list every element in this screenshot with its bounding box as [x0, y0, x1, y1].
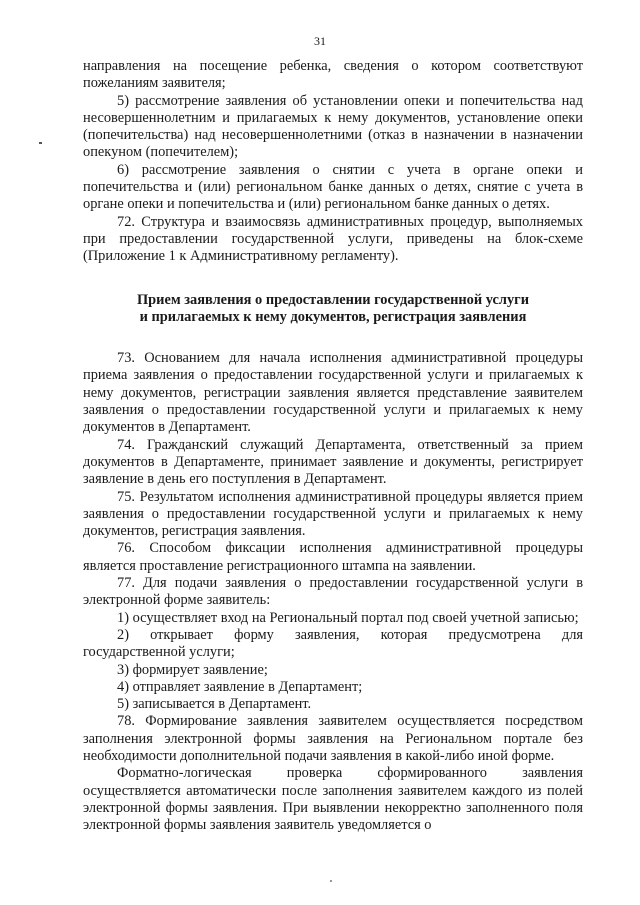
paragraph: 73. Основанием для начала исполнения административной процедуры приема заявления о предоставлении государственной услуги и прилагаемых к нему документов, регистрации заявления является представление заявителем заявления о предоставлении государственной услуги и прилагаемых к нему документов в Департамент.	[83, 350, 583, 436]
paragraph: 1) осуществляет вход на Региональный портал под своей учетной записью;	[117, 609, 579, 626]
margin-mark	[39, 142, 42, 144]
paragraph: 72. Структура и взаимосвязь административных процедур, выполняемых при предоставлении государственной услуги, приведены на блок-схеме (Приложение 1 к Административному регламенту).	[83, 213, 583, 265]
section-heading	[83, 292, 583, 327]
scan-speck	[330, 880, 332, 882]
paragraph: 74. Гражданский служащий Департамента, ответственный за прием документов в Департаменте, принимает заявление и документы, регистрирует заявление в день его поступления в Департамент.	[83, 436, 583, 488]
section-heading-line-2: и прилагаемых к нему документов, регистрация заявления	[139, 308, 527, 325]
paragraph: 76. Способом фиксации исполнения административной процедуры является проставление регистрационного штампа на заявлении.	[83, 540, 583, 574]
top-paragraphs	[83, 58, 583, 266]
paragraph: 2) открывает форму заявления, которая предусмотрена для государственной услуги;	[83, 626, 583, 661]
paragraph: 5) записывается в Департамент.	[117, 696, 312, 713]
page-number: 31	[314, 34, 326, 48]
paragraph: 78. Формирование заявления заявителем осуществляется посредством заполнения электронной формы заявления на Региональном портале без необходимости дополнительной подачи заявления в какой-либо иной форме.	[83, 713, 583, 764]
paragraph: 5) рассмотрение заявления об установлении опеки и попечительства над несовершеннолетним и прилагаемых к нему документов, установление опеки (попечительства) над несовершеннолетними (отказ в назначении в назначении опекуном (попечителем);	[83, 92, 583, 161]
section-heading-line-1: Прием заявления о предоставлении государственной услуги	[136, 291, 529, 308]
paragraph: 75. Результатом исполнения административной процедуры является прием заявления о предоставлении государственной услуги и прилагаемых к нему документов, регистрация заявления.	[83, 488, 583, 540]
paragraph: направления на посещение ребенка, сведения о котором соответствуют пожеланиям заявителя;	[83, 58, 583, 92]
document-body	[83, 58, 583, 834]
paragraph: Форматно-логическая проверка сформированного заявления осуществляется автоматически после заполнения заявителем каждого из полей электронной формы заявления. При выявлении некорректно заполненного поля электронной формы заявления заявитель уведомляется о	[83, 765, 583, 834]
paragraph: 77. Для подачи заявления о предоставлении государственной услуги в электронной форме заявитель:	[83, 575, 583, 609]
paragraph: 4) отправляет заявление в Департамент;	[117, 678, 363, 695]
paragraph: 3) формирует заявление;	[117, 661, 268, 678]
main-paragraphs	[83, 350, 583, 834]
paragraph: 6) рассмотрение заявления о снятии с учета в органе опеки и попечительства и (или) региональном банке данных о детях, снятие с учета в органе опеки и попечительства и (или) региональном банке данных о детях.	[83, 161, 583, 213]
